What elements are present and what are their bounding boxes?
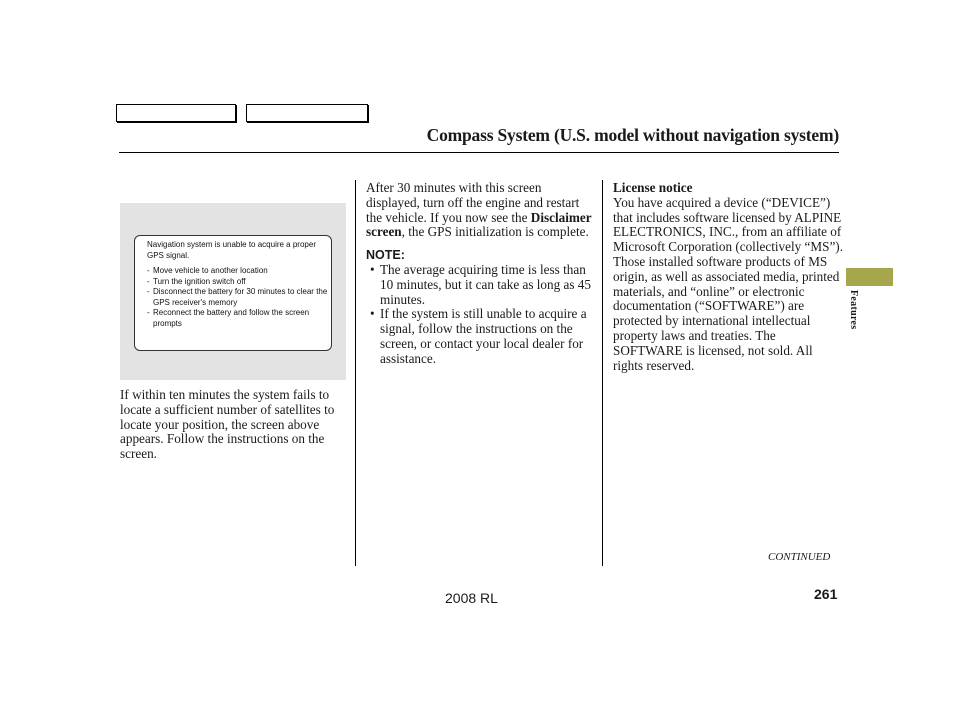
nav-tab-box-1[interactable] bbox=[116, 104, 236, 122]
page-number: 261 bbox=[814, 586, 838, 602]
gps-step: - Move vehicle to another location bbox=[147, 266, 329, 277]
continued-label: CONTINUED bbox=[768, 551, 831, 563]
footer-model: 2008 RL bbox=[445, 590, 498, 606]
column-divider-1 bbox=[355, 180, 356, 566]
note-item: • If the system is still unable to acquire a signal, follow the instructions on the screen, or contact your local dealer for assistance. bbox=[366, 307, 592, 366]
gps-warning-screen bbox=[134, 235, 332, 351]
page-title: Compass System (U.S. model without navigation system) bbox=[426, 125, 839, 145]
license-heading: License notice bbox=[613, 180, 693, 195]
license-paragraph: You have acquired a device (“DEVICE”) that includes software licensed by ALPINE ELECTRONICS, INC., from an affiliate of Microsoft Corporation (collectively “MS”). Those installed software products of MS origin, as well as associated media, printed materials, and “online” or electronic documentation (“SOFTWARE”) are protected by international intellectual property laws and treaties. The SOFTWARE is licensed, not sold. All rights reserved. bbox=[613, 194, 843, 373]
gps-warning-steps bbox=[147, 266, 329, 329]
section-label: Features bbox=[848, 290, 859, 330]
gps-warning-message: Navigation system is unable to acquire a proper GPS signal. bbox=[147, 240, 316, 260]
gps-step: - Turn the ignition switch off bbox=[147, 277, 329, 288]
column-1 bbox=[120, 388, 348, 462]
intro-paragraph: If within ten minutes the system fails to locate a sufficient number of satellites to locate your position, the screen above appears. Follow the instructions on the screen. bbox=[120, 387, 335, 462]
note-item: • The average acquiring time is less than 10 minutes, but it can take as long as 45 minutes. bbox=[366, 263, 592, 307]
disclaimer-screen-term: Disclaimer screen bbox=[366, 209, 592, 240]
column-2 bbox=[366, 181, 592, 367]
nav-tab-box-2[interactable] bbox=[246, 104, 368, 122]
column-3 bbox=[613, 181, 845, 373]
section-tab[interactable] bbox=[846, 268, 893, 286]
note-list bbox=[366, 263, 592, 367]
column-divider-2 bbox=[602, 180, 603, 566]
gps-step: - Reconnect the battery and follow the screen prompts bbox=[147, 308, 329, 329]
gps-step: - Disconnect the battery for 30 minutes to clear the GPS receiver's memory bbox=[147, 287, 329, 308]
note-label: NOTE: bbox=[366, 248, 405, 263]
restart-paragraph: After 30 minutes with this screen displayed, turn off the engine and restart the vehicle. If you now see the Disclaimer screen, the GPS initialization is complete. bbox=[366, 180, 592, 240]
title-divider bbox=[119, 152, 839, 153]
